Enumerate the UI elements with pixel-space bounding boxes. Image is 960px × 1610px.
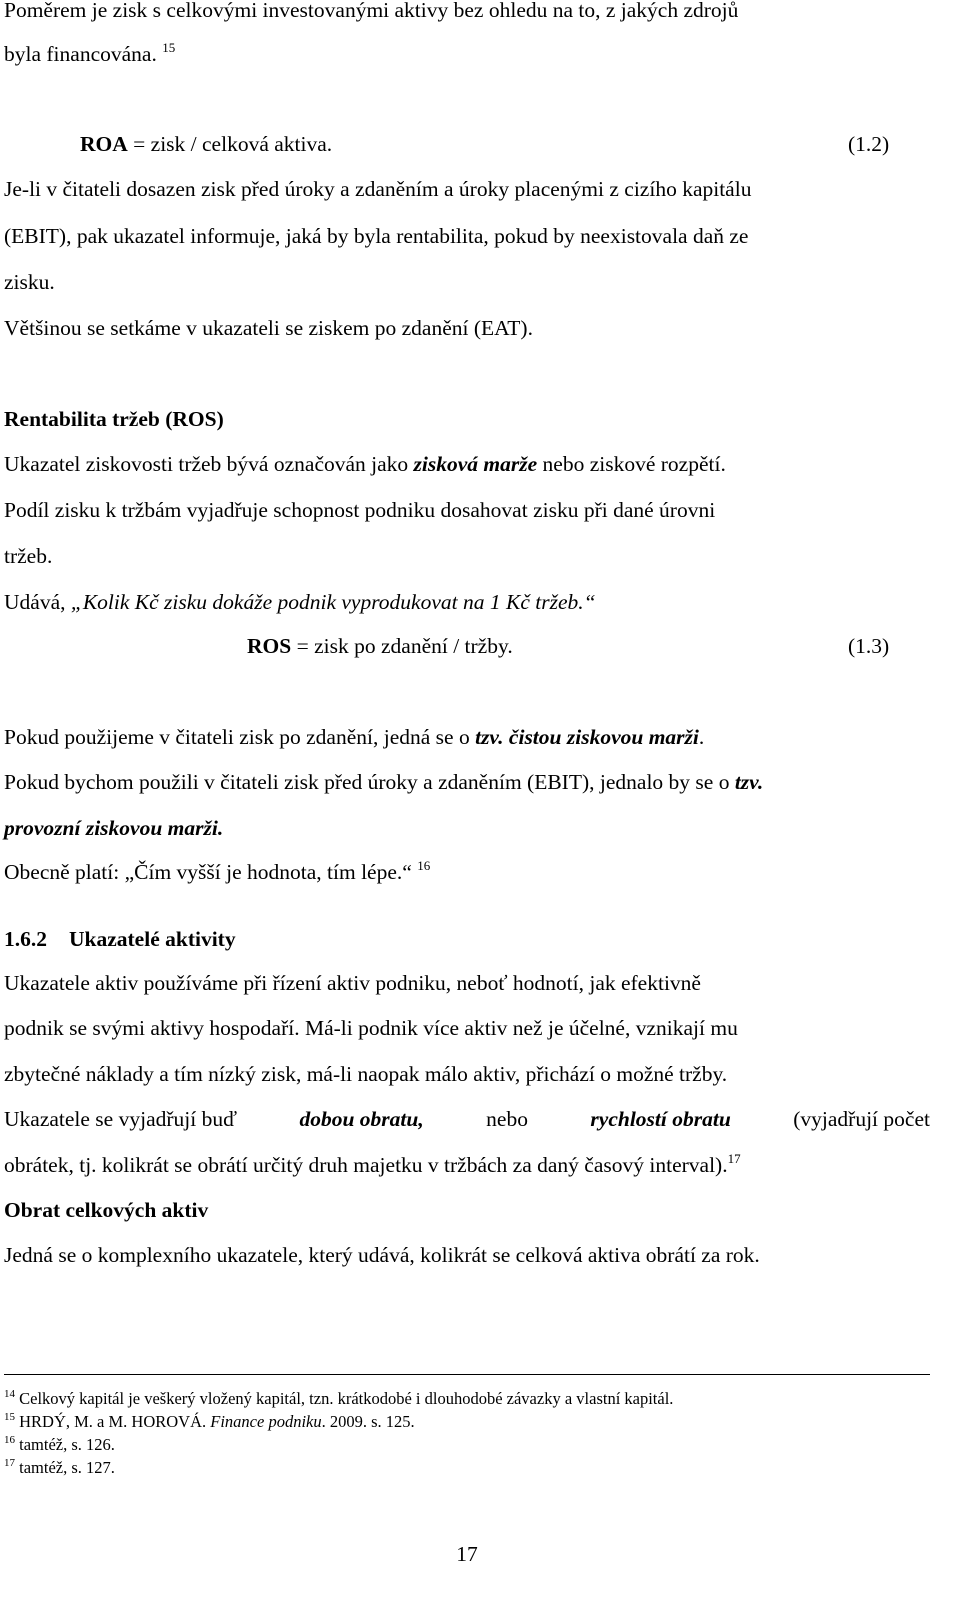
paragraph-line: Ukazatele se vyjadřují buď dobou obratu, nebo rychlostí obratu (vyjadřují počet	[4, 1107, 930, 1131]
text-line: Většinou se setkáme v ukazateli se ziskem po zdanění (EAT).	[4, 316, 533, 340]
footnote-ref: 16	[417, 858, 431, 873]
footnote-ref: 15	[162, 40, 176, 55]
footnote: $^{17}$ tamtéž, s. 127.	[4, 1457, 115, 1477]
text-line: byla financována. $^{15}$	[4, 40, 176, 66]
text-line: Jedná se o komplexního ukazatele, který udává, kolikrát se celková aktiva obrátí za rok.	[4, 1243, 760, 1267]
formula-ros: ROS = zisk po zdanění / tržby.	[247, 634, 513, 658]
subsection-heading: 1.6.2 Ukazatelé aktivity	[4, 927, 236, 951]
page-number: 17	[456, 1542, 478, 1566]
text-line: Ukazatel ziskovosti tržeb bývá označován jako zisková marže nebo ziskové rozpětí.	[4, 452, 726, 476]
text-line: Je-li v čitateli dosazen zisk před úroky a zdaněním a úroky placenými z cizího kapitálu	[4, 177, 752, 201]
section-heading: Rentabilita tržeb (ROS)	[4, 407, 224, 431]
text-line: Podíl zisku k tržbám vyjadřuje schopnost podniku dosahovat zisku při dané úrovni	[4, 498, 716, 522]
formula-number: (1.3)	[848, 634, 890, 658]
footnote-ref: 17	[727, 1151, 741, 1166]
paragraph-line: podnik se svými aktivy hospodaří. Má-li podnik více aktiv než je účelné, vznikají mu	[4, 1016, 738, 1040]
text-line: Pokud použijeme v čitateli zisk po zdanění, jedná se o tzv. čistou ziskovou marži.	[4, 725, 705, 749]
text-line: provozní ziskovou marži.	[4, 816, 224, 840]
paragraph-line: Ukazatele aktiv používáme při řízení aktiv podniku, neboť hodnotí, jak efektivně	[4, 971, 701, 995]
formula-number: (1.2)	[848, 132, 890, 156]
section-heading: Obrat celkových aktiv	[4, 1198, 209, 1222]
text-line: Pokud bychom použili v čitateli zisk před úroky a zdaněním (EBIT), jednalo by se o tzv.	[4, 770, 764, 794]
formula-roa: ROA = zisk / celková aktiva.	[80, 132, 333, 156]
paragraph-line: obrátek, tj. kolikrát se obrátí určitý druh majetku v tržbách za daný časový interval).$^{17}$	[4, 1151, 741, 1177]
text-line: tržeb.	[4, 544, 53, 568]
footnote: $^{14}$ Celkový kapitál je veškerý vložený kapitál, tzn. krátkodobé i dlouhodobé závazky a vlastní kapitál.	[4, 1388, 674, 1408]
paragraph-line: zbytečné náklady a tím nízký zisk, má-li naopak málo aktiv, přichází o možné tržby.	[4, 1062, 728, 1086]
footnote: $^{16}$ tamtéž, s. 126.	[4, 1434, 115, 1454]
footnote: $^{15}$ HRDÝ, M. a M. HOROVÁ. Finance podniku. 2009. s. 125.	[4, 1411, 415, 1431]
text-line: Poměrem je zisk s celkovými investovanými aktivy bez ohledu na to, z jakých zdrojů	[4, 0, 739, 22]
footnote-separator	[4, 1374, 930, 1375]
text-line: Udává, „Kolik Kč zisku dokáže podnik vyprodukovat na 1 Kč tržeb.“	[4, 590, 596, 614]
text-line: Obecně platí: „Čím vyšší je hodnota, tím lépe.“ $^{16}$	[4, 858, 431, 884]
text-line: zisku.	[4, 270, 55, 294]
text-line: (EBIT), pak ukazatel informuje, jaká by byla rentabilita, pokud by neexistovala daň ze	[4, 224, 749, 248]
